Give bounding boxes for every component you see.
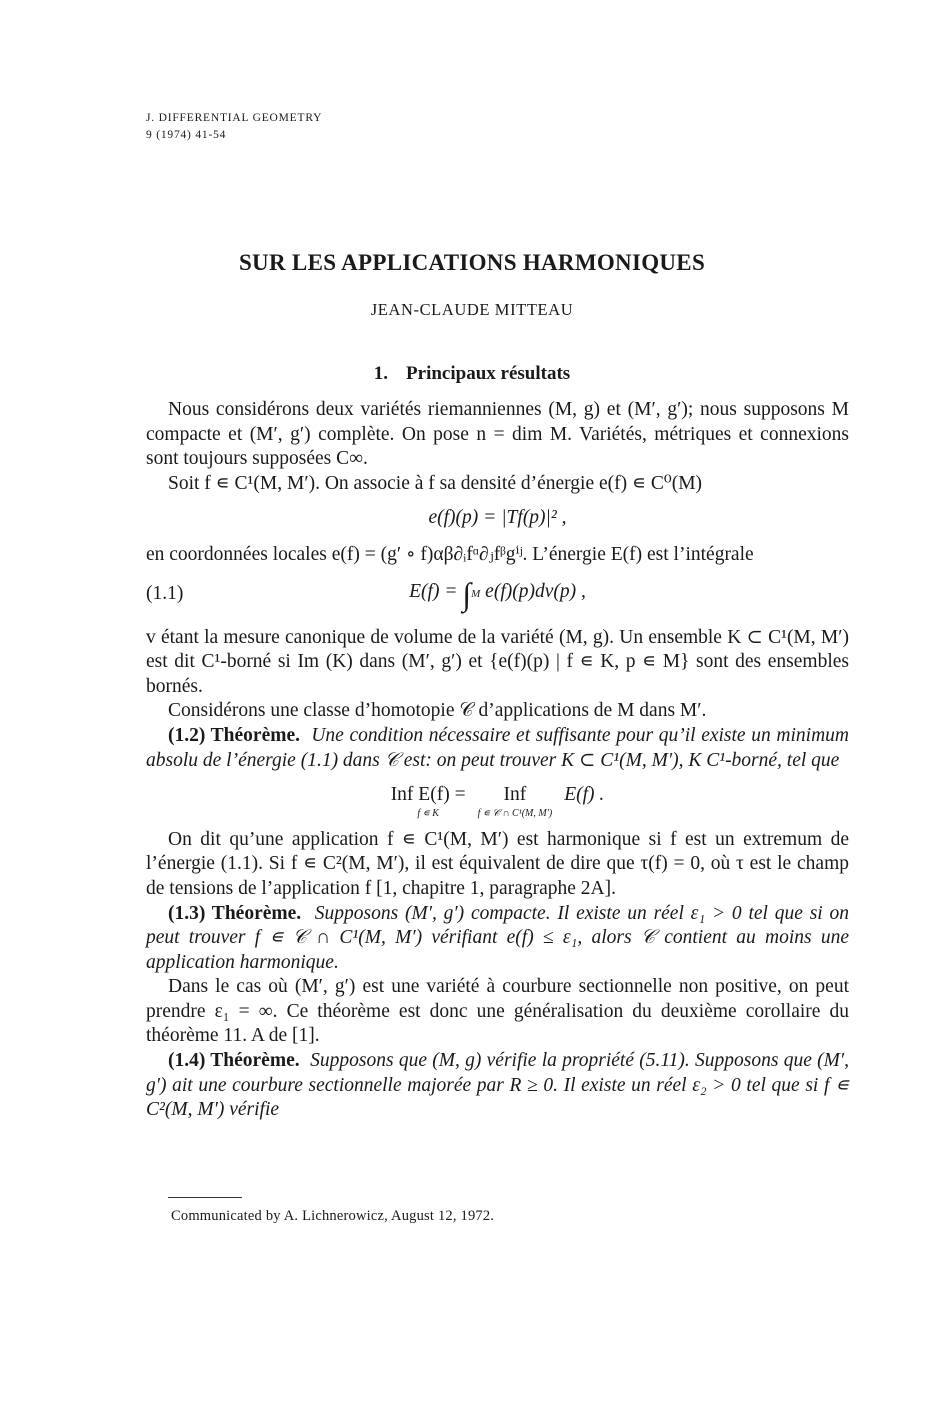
paragraph-volume: v étant la mesure canonique de volume de la variété (M, g). Un ensemble K ⊂ C¹(M, M′) est dit C¹-borné si Im (K) dans (M′, g′) et {e(f)(p) | f ∊ K, p ∊ M} sont des ensembles bornés. [146,626,849,697]
theorem-1-4: (1.4) Théorème. Supposons que (M, g) vérifie la propriété (5.11). Supposons que (M′, g′) ait une courbure sectionnelle majorée par R ≥ 0. Il existe un réel ε₂ > 0 tel que si f ∊ C²(M, M′) vérifie [146,1050,850,1121]
equation-body: E(f) = ∫M e(f)(p)dv(p) , [409,575,586,612]
equation-label: (1.1) [146,582,184,604]
paragraph-harmonic-def: On dit qu’une application f ∊ C¹(M, M′) est harmonique si f est un extremum de l’énergie (1.1). Si f ∊ C²(M, M′), il est équivalent de dire que τ(f) = 0, où τ est le champ de tensions de l’application f [1, chapitre 1, paragraphe 2A]. [146,828,849,899]
author-name: JEAN-CLAUDE MITTEAU [370,300,574,319]
paragraph-curvature: Dans le cas où (M′, g′) est une variété à courbure sectionnelle non positive, on peut prendre ε₁ = ∞. Ce théorème est donc une généralisation du deuxième corollaire du théorème 11. A de [1]. [146,976,849,1047]
body-text [146,398,849,1123]
section-heading [0,363,944,385]
paragraph-intro: Nous considérons deux variétés riemanniennes (M, g) et (M′, g′); nous supposons M compacte et (M′, g′) complète. On pose n = dim M. Variétés, métriques et connexions sont toujours supposées C∞. [146,399,849,470]
equation-1-1 [146,575,849,612]
equation-inf: Inf E(f) = f ∊ K Inf f ∊ 𝒞 ∩ C¹(M, M′) E(f) . [390,784,605,819]
integral-symbol: ∫ [462,575,472,612]
journal-header [146,110,322,144]
journal-volume: 9 (1974) 41-54 [146,129,227,141]
section-title: Principaux résultats [406,363,571,384]
section-number: 1. [373,363,389,384]
paragraph-homotopy: Considérons une classe d’homotopie 𝒞 d’applications de M dans M′. [168,700,707,722]
journal-name: J. DIFFERENTIAL GEOMETRY [146,112,323,124]
theorem-1-3: (1.3) Théorème. Supposons (M′, g′) compacte. Il existe un réel ε₁ > 0 tel que si on peut trouver f ∊ 𝒞 ∩ C¹(M, M′) vérifiant e(f) ≤ ε₁, alors 𝒞 contient au moins une application harmonique. [146,902,850,973]
paragraph-energy-density: Soit f ∊ C¹(M, M′). On associe à f sa densité d’énergie e(f) ∊ C⁰(M) [168,472,703,494]
footnote-rule [168,1197,242,1198]
paper-title: SUR LES APPLICATIONS HARMONIQUES [238,250,706,275]
theorem-1-2: (1.2) Théorème. Une condition nécessaire et suffisante pour qu’il existe un minimum absolu de l’énergie (1.1) dans 𝒞 est: on peut trouver K ⊂ C¹(M, M′), K C¹-borné, tel que [146,724,849,771]
equation-energy-density: e(f)(p) = |Tf(p)|² , [428,507,567,529]
paragraph-local-coords: en coordonnées locales e(f) = (g′ ∘ f)αβ∂ᵢfᵅ∂ⱼfᵝgⁱʲ. L’énergie E(f) est l’intégrale [146,543,754,565]
footnote: Communicated by A. Lichnerowicz, August 12, 1972. [171,1208,495,1224]
